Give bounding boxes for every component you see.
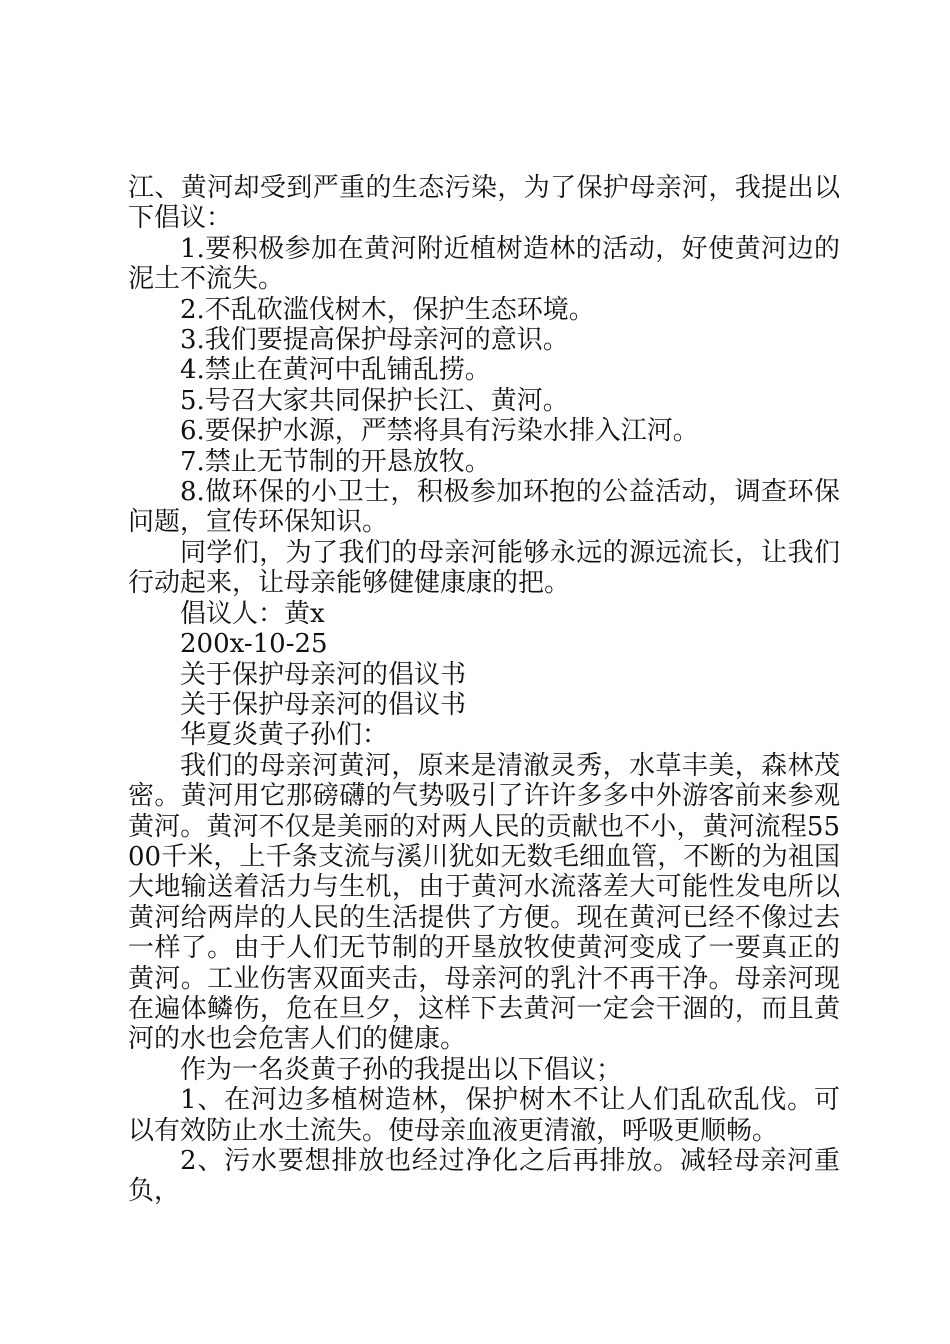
body-paragraph: 我们的母亲河黄河，原来是清澈灵秀，水草丰美，森林茂密。黄河用它那磅礴的气势吸引了许许多多中外游客前来参观黄河。黄河不仅是美丽的对两人民的贡献也不小，黄河流程5500千米，上千条支流与溪川犹如无数毛细血管，不断的为祖国大地输送着活力与生机，由于黄河水流落差大可能性发电所以黄河给两岸的人民的生活提供了方便。现在黄河已经不像过去一样了。由于人们无节制的开垦放牧使黄河变成了一要真正的黄河。工业伤害双面夹击，母亲河的乳汁不再干净。母亲河现在遍体鳞伤，危在旦夕，这样下去黄河一定会干涸的，而且黄河的水也会危害人们的健康。	[128, 750, 840, 1055]
proposal-item-3: 3.我们要提高保护母亲河的意识。	[180, 325, 569, 356]
date-line: 200x-10-25	[180, 629, 328, 660]
document-body	[128, 173, 840, 1207]
proposal-item-2: 2.不乱砍滥伐树木，保护生态环境。	[180, 294, 595, 325]
closing-paragraph: 同学们，为了我们的母亲河能够永远的源远流长，让我们行动起来，让母亲能够健健康康的把。	[128, 537, 840, 599]
proposal-item-1: 1.要积极参加在黄河附近植树造林的活动，好使黄河边的泥土不流失。	[128, 233, 840, 295]
proposal-point-2: 2、污水要想排放也经过净化之后再排放。减轻母亲河重负，	[128, 1146, 840, 1207]
paragraph-intro: 江、黄河却受到严重的生态污染，为了保护母亲河，我提出以下倡议：	[128, 173, 840, 234]
document-title: 关于保护母亲河的倡议书	[180, 659, 467, 690]
proposal-item-5: 5.号召大家共同保护长江、黄河。	[180, 385, 569, 416]
signature-line: 倡议人：黄x	[180, 598, 325, 629]
document-title-repeat: 关于保护母亲河的倡议书	[180, 689, 467, 720]
proposal-item-4: 4.禁止在黄河中乱铺乱捞。	[180, 355, 491, 386]
proposal-intro: 作为一名炎黄子孙的我提出以下倡议；	[180, 1054, 623, 1085]
salutation: 华夏炎黄子孙们：	[180, 720, 389, 751]
proposal-point-1: 1、在河边多植树造林，保护树木不让人们乱砍乱伐。可以有效防止水土流失。使母亲血液更清澈，呼吸更顺畅。	[128, 1085, 840, 1146]
proposal-item-8: 8.做环保的小卫士，积极参加环抱的公益活动，调查环保问题，宣传环保知识。	[128, 477, 840, 538]
proposal-item-7: 7.禁止无节制的开恳放牧。	[180, 446, 491, 477]
proposal-item-6: 6.要保护水源，严禁将具有污染水排入江河。	[180, 416, 699, 447]
